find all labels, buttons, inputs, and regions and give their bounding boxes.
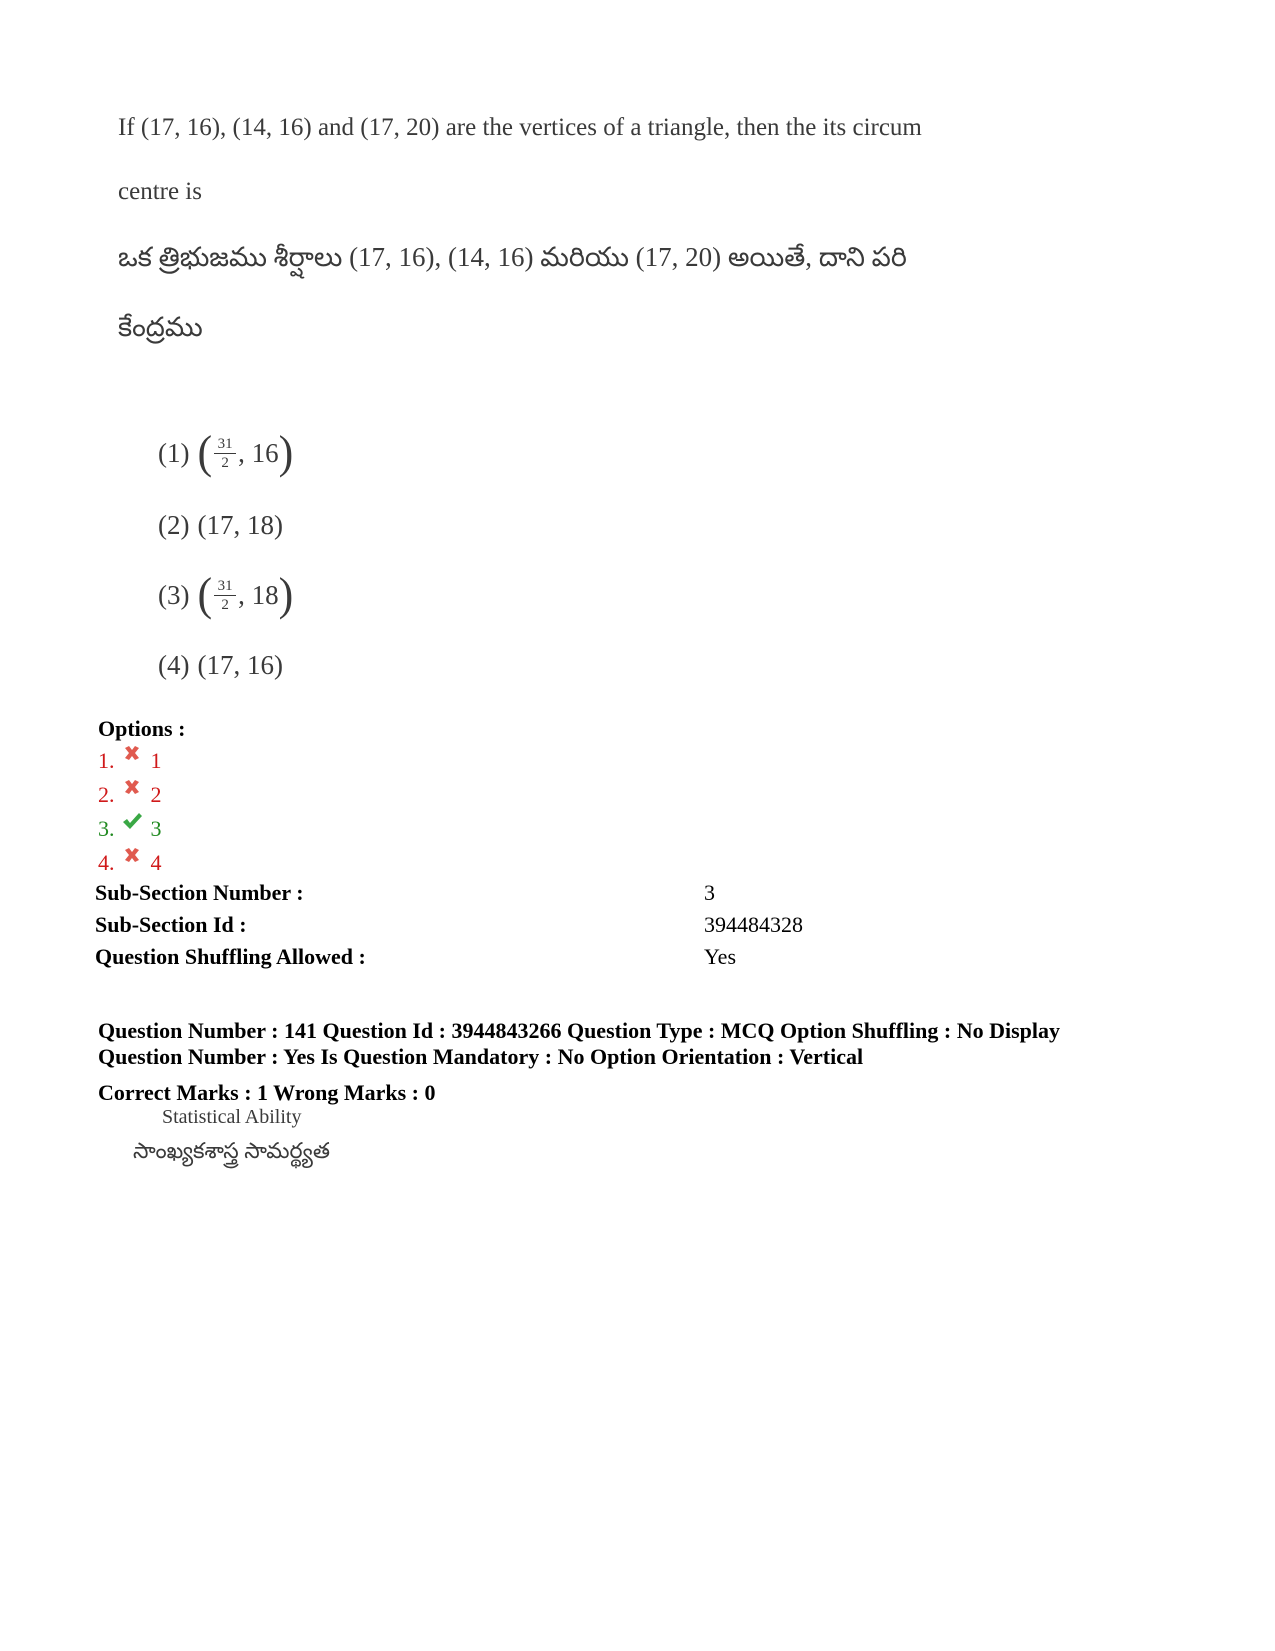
fraction-denominator: 2: [221, 596, 229, 613]
choice-text: (17, 18): [197, 509, 283, 540]
option-index: 4.: [98, 850, 115, 875]
question-telugu-line-2: కేంద్రము: [118, 312, 203, 342]
option-2: [98, 780, 162, 810]
option-index: 2.: [98, 782, 115, 807]
check-icon: [121, 810, 143, 832]
cross-icon: [121, 742, 143, 764]
section-title-english: Statistical Ability: [162, 1106, 302, 1128]
choice-rest: , 16: [238, 437, 279, 468]
choice-3: [158, 570, 293, 620]
choice-4: [158, 640, 283, 690]
choice-number: (1): [158, 437, 190, 468]
option-1: [98, 746, 162, 776]
choice-number: (4): [158, 649, 190, 680]
cross-icon: [121, 844, 143, 866]
subsection-number-row: [95, 880, 1195, 910]
option-value: 3: [150, 816, 162, 841]
fraction-denominator: 2: [221, 454, 229, 471]
choice-2: [158, 500, 283, 550]
option-3: [98, 814, 162, 844]
subsection-id-row: [95, 912, 1195, 942]
option-index: 3.: [98, 816, 115, 841]
option-index: 1.: [98, 748, 115, 773]
fraction: [214, 577, 236, 614]
option-value: 4: [150, 850, 162, 875]
paren-open: (: [197, 568, 213, 621]
question-shuffling-value: Yes: [704, 944, 737, 969]
choice-1: [158, 428, 293, 478]
choice-number: (3): [158, 579, 190, 610]
question-line-2: centre is: [118, 178, 202, 205]
fraction: [214, 435, 236, 472]
subsection-id-value: 394484328: [704, 912, 803, 937]
paren-open: (: [197, 426, 213, 479]
option-value: 1: [150, 748, 162, 773]
options-heading: Options :: [98, 716, 186, 741]
question-info-line-2: Question Number : Yes Is Question Mandatory : No Option Orientation : Vertical: [98, 1044, 864, 1069]
question-info-line-1: Question Number : 141 Question Id : 3944843266 Question Type : MCQ Option Shuffling : No Display: [98, 1018, 1061, 1043]
question-text-telugu: [118, 222, 1038, 362]
choice-rest: , 18: [238, 579, 279, 610]
section-title-telugu: సాంఖ్యకశాస్త్ర సామర్థ్యత: [133, 1138, 330, 1163]
marks-info: Correct Marks : 1 Wrong Marks : 0: [98, 1080, 436, 1105]
choice-number: (2): [158, 509, 190, 540]
subsection-id-label: Sub-Section Id :: [95, 912, 247, 937]
paren-close: ): [278, 568, 294, 621]
question-shuffling-label: Question Shuffling Allowed :: [95, 944, 366, 969]
question-shuffling-row: [95, 944, 1195, 974]
subsection-number-value: 3: [704, 880, 715, 905]
fraction-numerator: 31: [217, 435, 233, 452]
option-value: 2: [150, 782, 162, 807]
question-text-english: [118, 96, 1038, 224]
question-line-1: If (17, 16), (14, 16) and (17, 20) are the vertices of a triangle, then the its circum: [118, 114, 922, 141]
cross-icon: [121, 776, 143, 798]
fraction-numerator: 31: [217, 577, 233, 594]
choice-text: (17, 16): [197, 649, 283, 680]
option-4: [98, 848, 162, 878]
question-telugu-line-1: ఒక త్రిభుజము శీర్షాలు (17, 16), (14, 16) మరియు (17, 20) అయితే, దాని పరి: [118, 242, 907, 272]
question-info: [98, 1018, 1208, 1070]
paren-close: ): [278, 426, 294, 479]
subsection-number-label: Sub-Section Number :: [95, 880, 304, 905]
